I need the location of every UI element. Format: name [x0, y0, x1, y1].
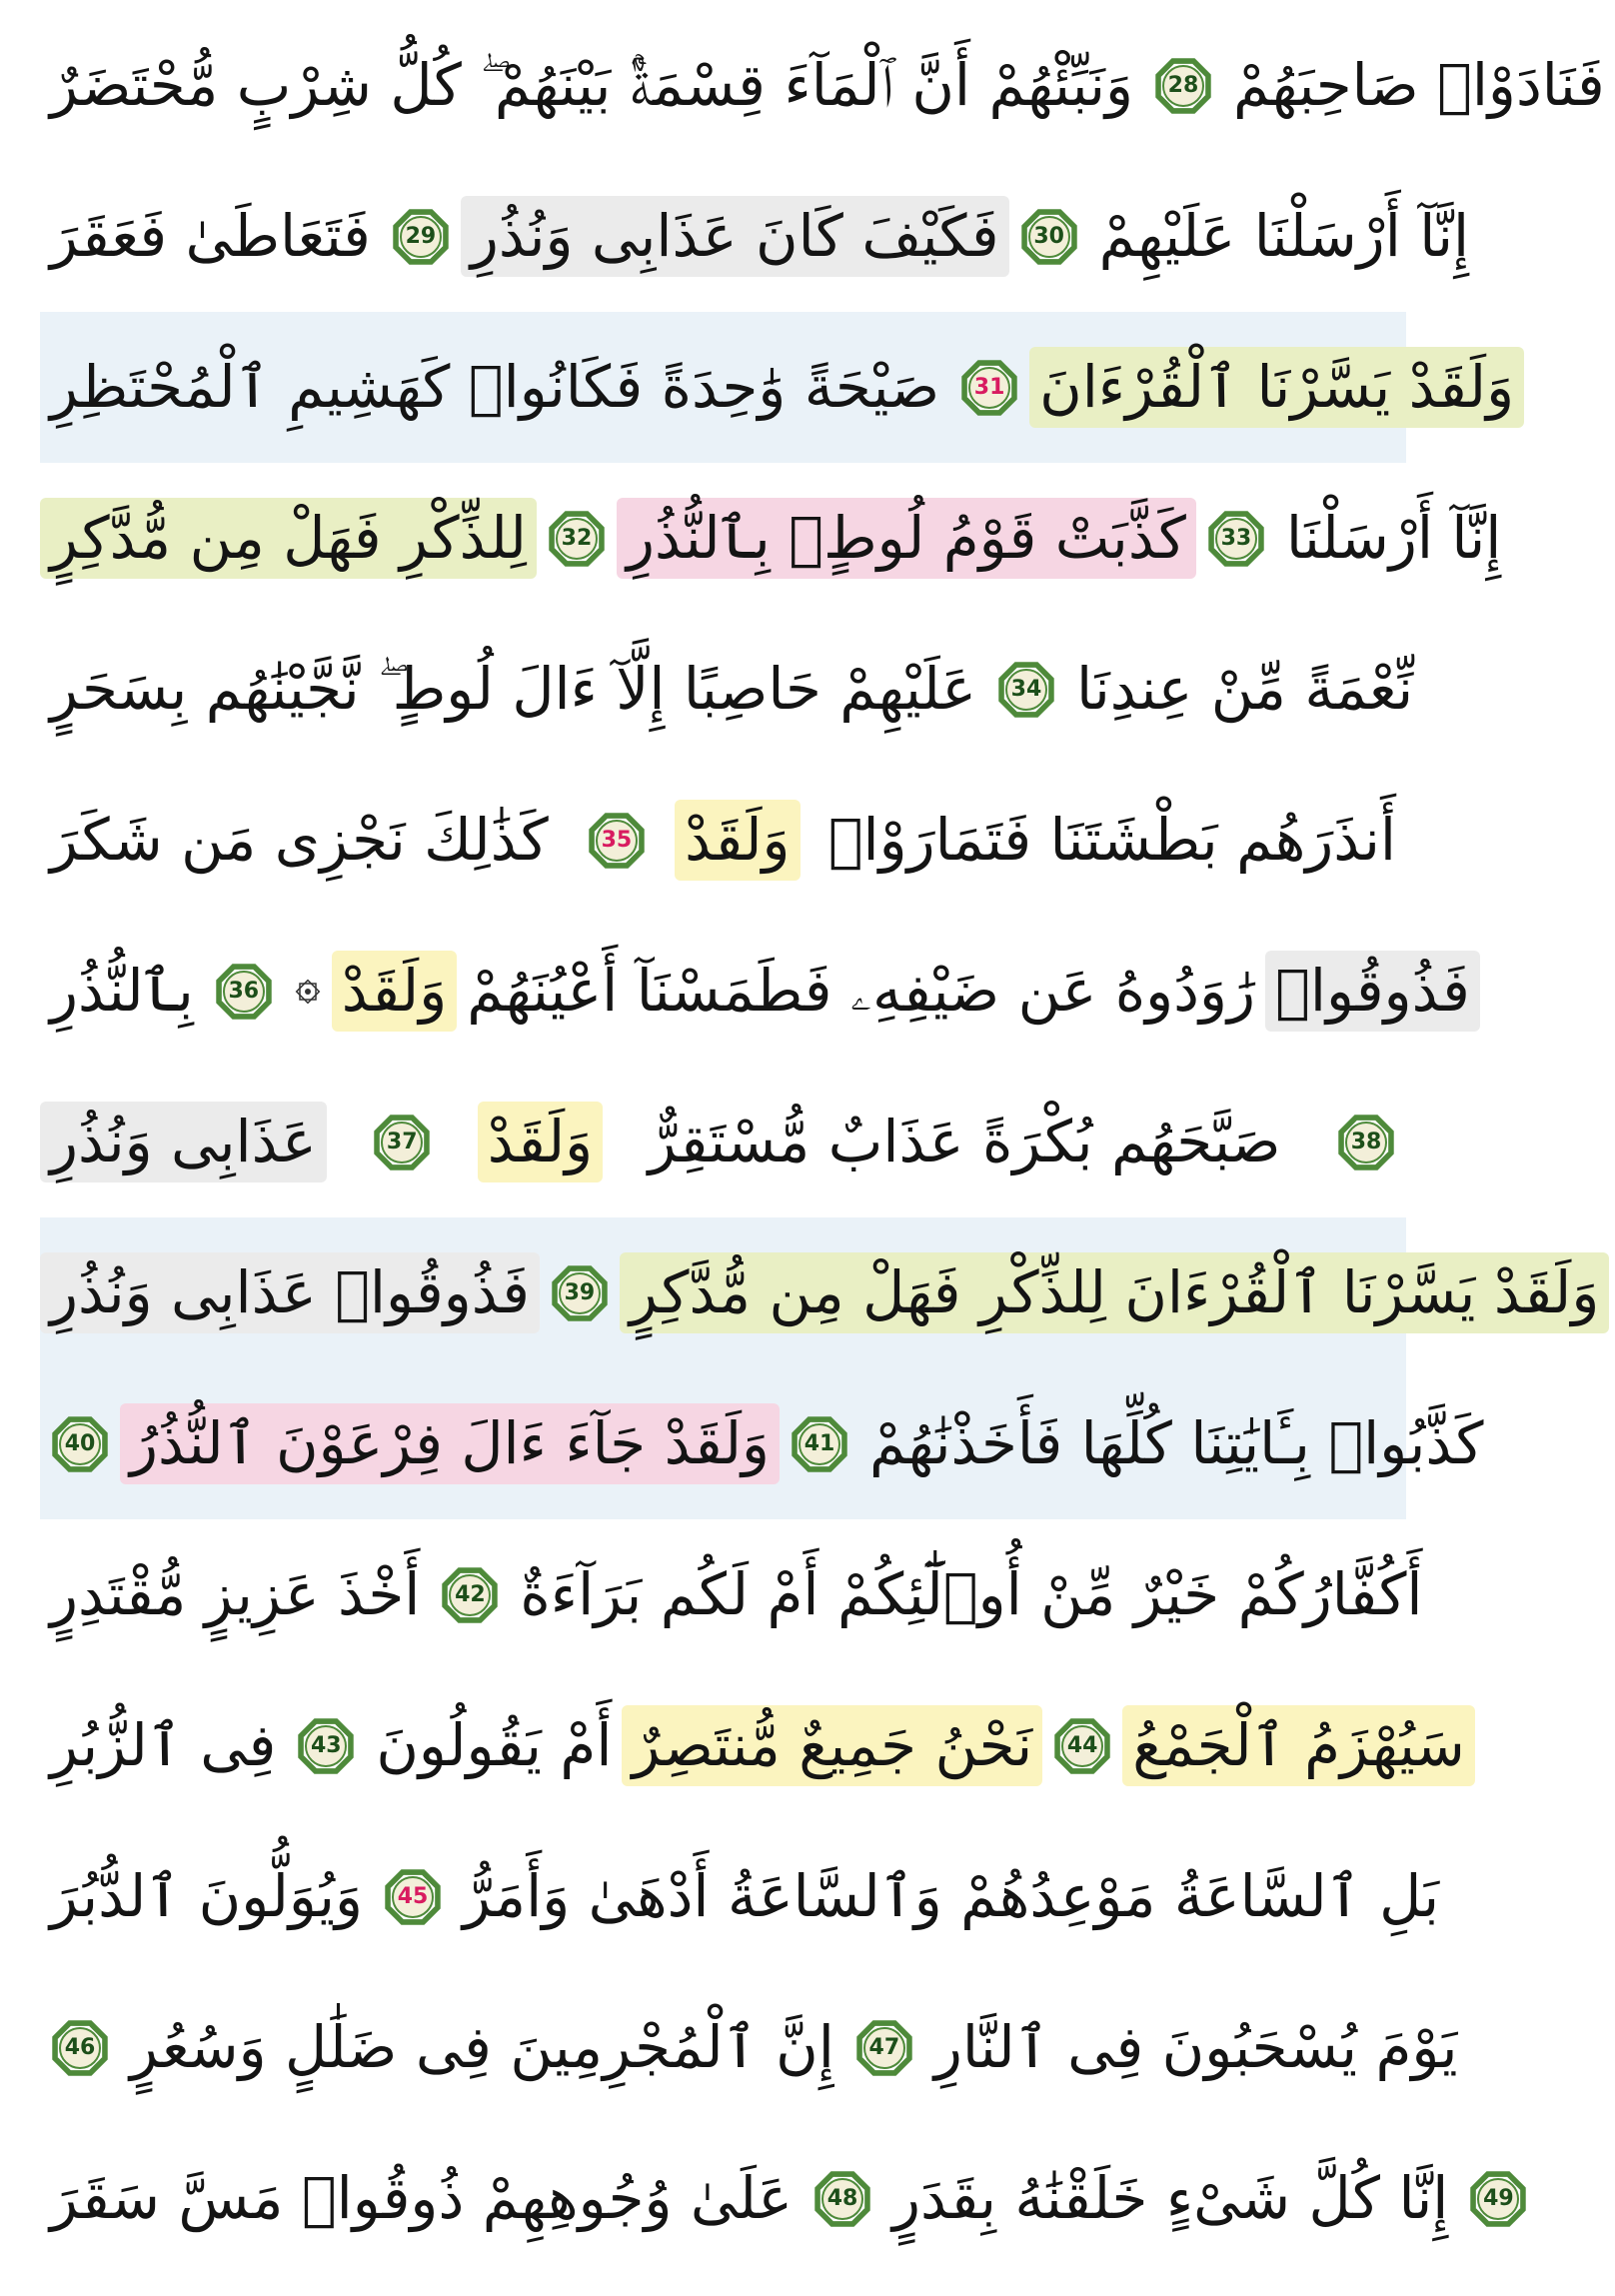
verse-number: 39 — [564, 1280, 596, 1305]
verse-text: عَلَيْهِمْ حَاصِبًا إِلَّآ ءَالَ لُوطٍ ۖ نَّجَّيْنَٰهُم بِسَحَرٍ — [50, 654, 976, 723]
rub-el-hizb-star-icon — [292, 960, 324, 1024]
verse-text: كَذَٰلِكَ نَجْزِى مَن شَكَرَ — [50, 805, 549, 874]
quran-line — [40, 1368, 1484, 1519]
verse-text: رَٰوَدُوهُ عَن ضَيْفِهِۦ فَطَمَسْنَآ أَعْيُنَهُمْ — [467, 956, 1256, 1025]
verse-end-marker-icon — [294, 1714, 358, 1778]
verse-text: بِٱلنُّذُرِ — [50, 956, 194, 1025]
verse-text: فَتَعَاطَىٰ فَعَقَرَ — [50, 201, 371, 270]
highlighted-text: وَلَقَدْ — [675, 800, 800, 882]
quran-line — [40, 10, 1605, 161]
verse-text: أَنذَرَهُم بَطْشَتَنَا فَتَمَارَوْا۟ — [827, 805, 1396, 874]
verse-number: 34 — [1010, 677, 1042, 702]
verse-number: 49 — [1483, 2186, 1514, 2211]
verse-number: 36 — [228, 979, 260, 1004]
verse-text: فَنَادَوْا۟ صَاحِبَهُمْ — [1232, 50, 1605, 119]
highlighted-text: كَذَّبَتْ قَوْمُ لُوطٍۭ بِٱلنُّذُرِ — [617, 498, 1196, 580]
verse-end-marker-icon — [48, 2016, 112, 2080]
verse-end-marker-icon — [994, 658, 1058, 722]
quran-line — [40, 1217, 1600, 1368]
verse-text: وَيُوَلُّونَ ٱلدُّبُرَ — [50, 1861, 364, 1930]
highlighted-text: وَلَقَدْ يَسَّرْنَا ٱلْقُرْءَانَ — [1029, 347, 1524, 429]
quran-line — [40, 614, 1414, 765]
verse-end-marker-icon — [1204, 507, 1268, 571]
highlighted-text: فَذُوقُوا۟ — [1265, 951, 1480, 1033]
verse-end-marker-icon — [810, 2167, 874, 2231]
highlighted-text: فَذُوقُوا۟ عَذَابِى وَنُذُرِ — [40, 1252, 540, 1334]
verse-text: بَلِ ٱلسَّاعَةُ مَوْعِدُهُمْ وَٱلسَّاعَةُ أَدْهَىٰ وَأَمَرُّ — [463, 1861, 1440, 1930]
verse-text: صَيْحَةً وَٰحِدَةً فَكَانُوا۟ كَهَشِيمِ ٱلْمُحْتَظِرِ — [50, 352, 940, 421]
highlighted-text: عَذَابِى وَنُذُرِ — [40, 1102, 327, 1183]
verse-end-marker-icon — [381, 1865, 445, 1929]
verse-number: 37 — [386, 1130, 418, 1154]
verse-number: 41 — [804, 1431, 835, 1456]
quran-line — [40, 765, 1406, 916]
verse-number: 29 — [405, 224, 437, 249]
highlighted-text: نَحْنُ جَمِيعٌ مُّنتَصِرٌ — [622, 1705, 1042, 1787]
verse-number: 28 — [1167, 73, 1199, 98]
verse-text: إِنَّآ أَرْسَلْنَا عَلَيْهِمْ — [1098, 201, 1470, 270]
verse-number: 38 — [1350, 1130, 1382, 1154]
verse-text: صَبَّحَهُم بُكْرَةً عَذَابٌ مُّسْتَقِرٌّ — [648, 1107, 1281, 1175]
verse-text: عَلَىٰ وُجُوهِهِمْ ذُوقُوا۟ مَسَّ سَقَرَ — [50, 2163, 794, 2232]
verse-text: إِنَّ ٱلْمُجْرِمِينَ فِى ضَلَٰلٍ وَسُعُرٍ — [130, 2012, 834, 2081]
verse-end-marker-icon — [1017, 205, 1081, 269]
verse-number: 46 — [64, 2035, 96, 2060]
verse-end-marker-icon — [957, 356, 1021, 420]
verse-text: نِّعْمَةً مِّنْ عِندِنَا — [1075, 654, 1414, 723]
verse-text: يَوْمَ يُسْحَبُونَ فِى ٱلنَّارِ — [933, 2012, 1458, 2081]
verse-end-marker-icon — [788, 1412, 851, 1476]
verse-number: 47 — [868, 2035, 900, 2060]
verse-number: 31 — [973, 375, 1005, 400]
quran-line — [40, 1670, 1465, 1821]
verse-end-marker-icon — [1466, 2167, 1530, 2231]
verse-end-marker-icon — [852, 2016, 916, 2080]
verse-number: 43 — [311, 1733, 342, 1758]
verse-text: إِنَّآ أَرْسَلْنَا — [1285, 503, 1502, 572]
quran-line — [40, 1067, 1406, 1217]
quran-line — [40, 161, 1470, 312]
verse-number: 42 — [455, 1582, 486, 1607]
highlighted-text: وَلَقَدْ جَآءَ ءَالَ فِرْعَوْنَ ٱلنُّذُرُ — [120, 1403, 780, 1485]
highlighted-text: لِلذِّكْرِ فَهَلْ مِن مُّدَّكِرٍ — [40, 498, 537, 580]
verse-number: 35 — [601, 828, 633, 853]
verse-text: وَنَبِّئْهُمْ أَنَّ ٱلْمَآءَ قِسْمَةٌۢ بَيْنَهُمْ ۖ كُلُّ شِرْبٍ مُّحْتَضَرٌ — [50, 50, 1133, 119]
verse-text: أَمْ يَقُولُونَ — [376, 1710, 613, 1779]
verse-end-marker-icon — [370, 1111, 434, 1174]
verse-text: فِى ٱلزُّبُرِ — [50, 1710, 277, 1779]
quran-line — [40, 1972, 1458, 2123]
verse-text: أَكُفَّارُكُمْ خَيْرٌ مِّنْ أُو۟لَٰٓئِكُمْ أَمْ لَكُم بَرَآءَةٌ — [520, 1559, 1423, 1628]
verse-number: 48 — [826, 2186, 858, 2211]
verse-end-marker-icon — [545, 507, 609, 571]
quran-line — [40, 1821, 1440, 1972]
verse-end-marker-icon — [1050, 1714, 1114, 1778]
verse-number: 40 — [64, 1431, 96, 1456]
verse-end-marker-icon — [438, 1563, 502, 1627]
verse-end-marker-icon — [1334, 1111, 1398, 1174]
quran-line — [40, 2123, 1514, 2274]
verse-text: إِنَّا كُلَّ شَىْءٍ خَلَقْنَٰهُ بِقَدَرٍ — [892, 2163, 1449, 2232]
highlighted-text: وَلَقَدْ يَسَّرْنَا ٱلْقُرْءَانَ لِلذِّكْرِ فَهَلْ مِن مُّدَّكِرٍ — [620, 1252, 1609, 1334]
highlighted-text: وَلَقَدْ — [478, 1102, 603, 1183]
verse-text: كَذَّبُوا۟ بِـَٔايَٰتِنَا كُلِّهَا فَأَخَذْنَٰهُمْ — [869, 1408, 1484, 1477]
quran-line — [40, 916, 1470, 1067]
verse-number: 45 — [397, 1884, 429, 1909]
quran-line — [40, 1519, 1423, 1670]
verse-end-marker-icon — [548, 1261, 612, 1325]
verse-number: 30 — [1033, 224, 1064, 249]
verse-end-marker-icon — [1151, 54, 1215, 118]
verse-number: 44 — [1066, 1733, 1098, 1758]
highlighted-text: سَيُهْزَمُ ٱلْجَمْعُ — [1122, 1705, 1475, 1787]
highlighted-text: فَكَيْفَ كَانَ عَذَابِى وَنُذُرِ — [461, 196, 1009, 278]
verse-end-marker-icon — [585, 809, 649, 873]
verse-text: أَخْذَ عَزِيزٍ مُّقْتَدِرٍ — [50, 1559, 421, 1628]
quran-line — [40, 312, 1515, 463]
verse-number: 32 — [561, 526, 593, 551]
verse-number: 33 — [1220, 526, 1252, 551]
quran-line — [40, 463, 1502, 614]
verse-end-marker-icon — [48, 1412, 112, 1476]
verse-end-marker-icon — [212, 960, 276, 1024]
highlighted-text: وَلَقَدْ — [332, 951, 457, 1033]
verse-end-marker-icon — [389, 205, 453, 269]
